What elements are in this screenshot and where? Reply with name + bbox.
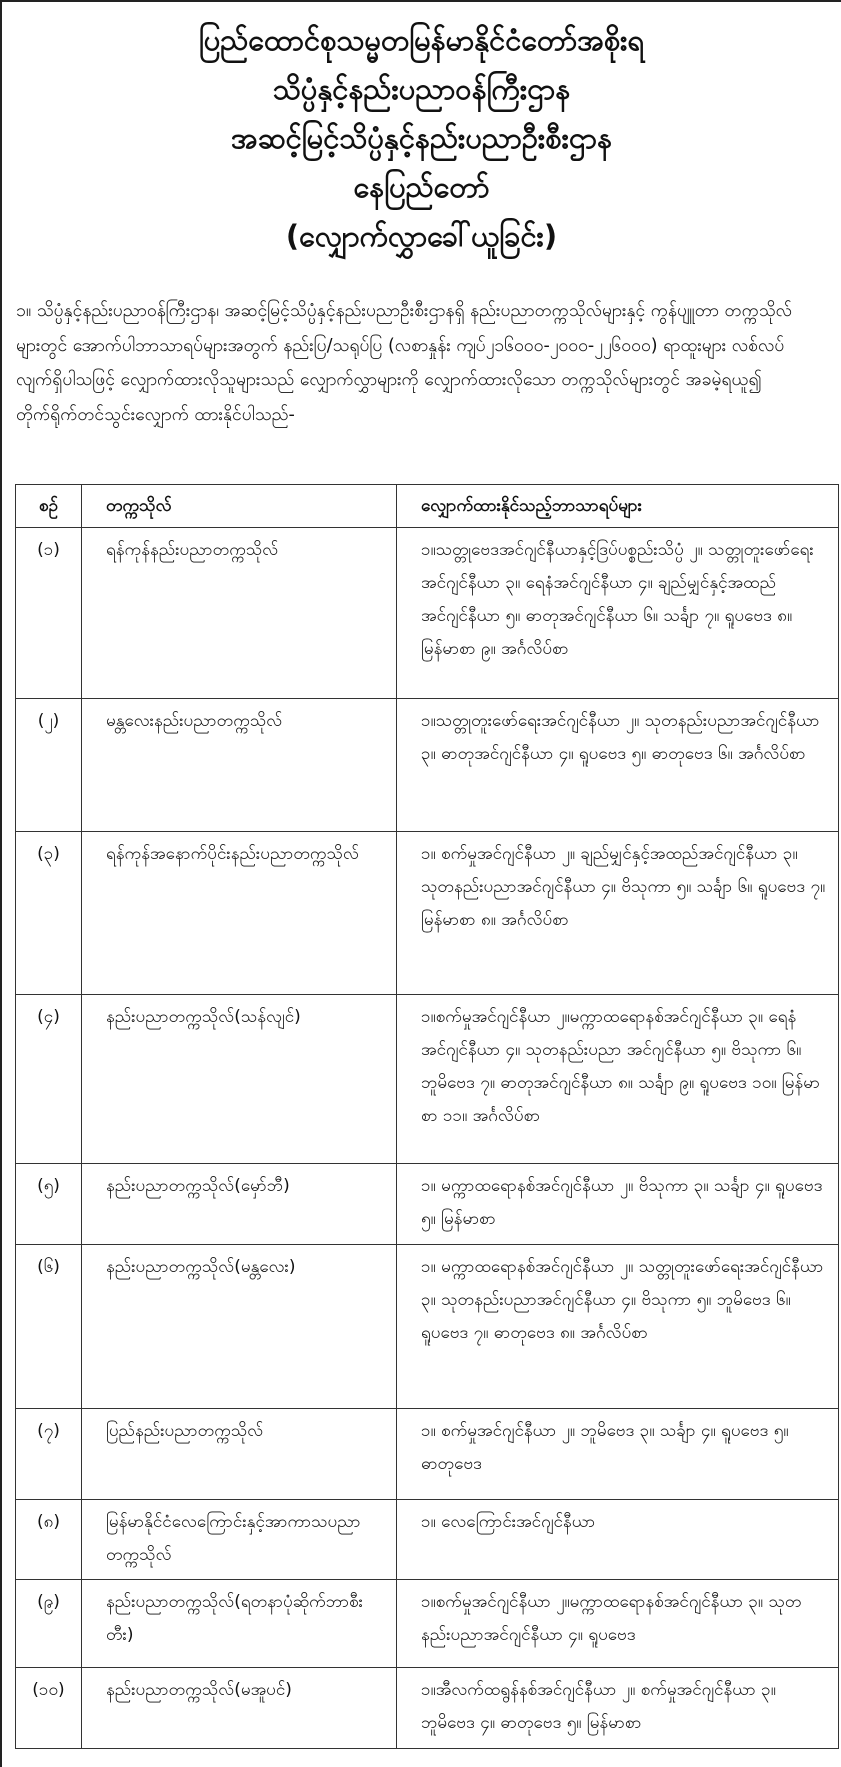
table-row — [16, 1245, 839, 1409]
subject-list: ၁။စက်မှုအင်ဂျင်နီယာ ၂။မက္ကာထရောနစ်အင်ဂျင်နီယာ ၃။ ရေနံအင်ဂျင်နီယာ ၄။ သုတနည်းပညာ အင်ဂျင်နီယာ ၅။ ဗိသုကာ ၆။ ဘူမိဗေဒ ၇။ ဓာတုအင်ဂျင်နီယာ ၈။ သင်္ချာ ၉။ ရူပဗေဒ ၁၀။ မြန်မာစာ ၁၁။ အင်္ဂလိပ်စာ — [397, 995, 839, 1164]
subject-list: ၁။အီလက်ထရွန်နစ်အင်ဂျင်နီယာ ၂။ စက်မှုအင်ဂျင်နီယာ ၃။ဘူမိဗေဒ ၄။ ဓာတုဗေဒ ၅။ မြန်မာစာ — [397, 1668, 839, 1749]
subject-list: ၁။ မက္ကာထရောနစ်အင်ဂျင်နီယာ ၂။ သတ္တုတူးဖော်ရေးအင်ဂျင်နီယာ ၃။ သုတနည်းပညာအင်ဂျင်နီယာ ၄။ ဗိသုကာ ၅။ ဘူမိဗေဒ ၆။ ရူပဗေဒ ၇။ ဓာတုဗေဒ ၈။ အင်္ဂလိပ်စာ — [397, 1245, 839, 1409]
institution-name: ပြည်နည်းပညာတက္ကသိုလ် — [82, 1409, 397, 1500]
table-row — [16, 1164, 839, 1245]
department-title: အဆင့်မြင့်သိပ္ပံနှင့်နည်းပညာဦးစီးဌာန — [231, 121, 612, 155]
row-number: (၁) — [16, 528, 82, 699]
table-row — [16, 1500, 839, 1580]
row-number: (၉) — [16, 1580, 82, 1668]
institution-name: နည်းပညာတက္ကသိုလ်(မန္တလေး) — [82, 1245, 397, 1409]
institution-name: မန္တလေးနည်းပညာတက္ကသိုလ် — [82, 699, 397, 832]
column-header-no: စဉ် — [16, 485, 82, 528]
institution-name: နည်းပညာတက္ကသိုလ်(မအူပင်) — [82, 1668, 397, 1749]
vacancy-table — [15, 484, 839, 1749]
table-row — [16, 832, 839, 995]
table-header-row — [16, 485, 839, 528]
column-header-institution: တက္ကသိုလ် — [82, 485, 397, 528]
subject-list: ၁။ စက်မှုအင်ဂျင်နီယာ ၂။ ချည်မျှင်နှင့်အထည်အင်ဂျင်နီယာ ၃။ သုတနည်းပညာအင်ဂျင်နီယာ ၄။ ဗိသုကာ ၅။ သင်္ချာ ၆။ ရူပဗေဒ ၇။ မြန်မာစာ ၈။ အင်္ဂလိပ်စာ — [397, 832, 839, 995]
table-row — [16, 699, 839, 832]
column-header-subjects: လျှောက်ထားနိုင်သည့်ဘာသာရပ်များ — [397, 485, 839, 528]
notice-header — [2, 2, 841, 261]
subject-list: ၁။ လေကြောင်းအင်ဂျင်နီယာ — [397, 1500, 839, 1580]
institution-name: နည်းပညာတက္ကသိုလ်(ရတနာပုံဆိုက်ဘာစီးတီး) — [82, 1580, 397, 1668]
row-number: (၄) — [16, 995, 82, 1164]
row-number: (၆) — [16, 1245, 82, 1409]
institution-name: နည်းပညာတက္ကသိုလ်(မှော်ဘီ) — [82, 1164, 397, 1245]
table-row — [16, 1580, 839, 1668]
subject-list: ၁။စက်မှုအင်ဂျင်နီယာ ၂။မက္ကာထရောနစ်အင်ဂျင်နီယာ ၃။ သုတနည်းပညာအင်ဂျင်နီယာ ၄။ ရူပဗေဒ — [397, 1580, 839, 1668]
table-row — [16, 1668, 839, 1749]
row-number: (၃) — [16, 832, 82, 995]
table-row — [16, 995, 839, 1164]
location-title: နေပြည်တော် — [353, 170, 490, 204]
subject-list: ၁။သတ္တုတူးဖော်ရေးအင်ဂျင်နီယာ ၂။ သုတနည်းပညာအင်ဂျင်နီယာ ၃။ ဓာတုအင်ဂျင်နီယာ ၄။ ရူပဗေဒ ၅။ ဓာတုဗေဒ ၆။ အင်္ဂလိပ်စာ — [397, 699, 839, 832]
institution-name: မြန်မာနိုင်ငံလေကြောင်းနှင့်အာကာသပညာတက္ကသိုလ် — [82, 1500, 397, 1580]
row-number: (၈) — [16, 1500, 82, 1580]
table-row — [16, 1409, 839, 1500]
row-number: (၂) — [16, 699, 82, 832]
table-row — [16, 528, 839, 699]
subject-list: ၁။သတ္တုဗေဒအင်ဂျင်နီယာနှင့်ဒြပ်ပစ္စည်းသိပ္ပံ ၂။ သတ္တုတူးဖော်ရေးအင်ဂျင်နီယာ ၃။ ရေနံအင်ဂျင်နီယာ ၄။ ချည်မျှင်နှင့်အထည်အင်ဂျင်နီယာ ၅။ ဓာတုအင်ဂျင်နီယာ ၆။ သင်္ချာ ၇။ ရူပဗေဒ ၈။ မြန်မာစာ ၉။ အင်္ဂလိပ်စာ — [397, 528, 839, 699]
subject-list: ၁။ စက်မှုအင်ဂျင်နီယာ ၂။ ဘူမိဗေဒ ၃။ သင်္ချာ ၄။ ရူပဗေဒ ၅။ ဓာတုဗေဒ — [397, 1409, 839, 1500]
government-title: ပြည်ထောင်စုသမ္မတမြန်မာနိုင်ငံတော်အစိုးရ — [198, 23, 645, 57]
notice-subject: (လျှောက်လွှာခေါ်ယူခြင်း) — [285, 219, 558, 253]
institution-name: နည်းပညာတက္ကသိုလ်(သန်လျင်) — [82, 995, 397, 1164]
institution-name: ရန်ကုန်နည်းပညာတက္ကသိုလ် — [82, 528, 397, 699]
row-number: (၇) — [16, 1409, 82, 1500]
ministry-title: သိပ္ပံနှင့်နည်းပညာဝန်ကြီးဌာန — [272, 72, 571, 106]
row-number: (၅) — [16, 1164, 82, 1245]
intro-paragraph — [16, 294, 816, 432]
institution-name: ရန်ကုန်အနောက်ပိုင်းနည်းပညာတက္ကသိုလ် — [82, 832, 397, 995]
subject-list: ၁။ မက္ကာထရောနစ်အင်ဂျင်နီယာ ၂။ ဗိသုကာ ၃။ သင်္ချာ ၄။ ရူပဗေဒ ၅။ မြန်မာစာ — [397, 1164, 839, 1245]
row-number: (၁၀) — [16, 1668, 82, 1749]
intro-text: ၁။ သိပ္ပံနှင့်နည်းပညာဝန်ကြီးဌာန၊ အဆင့်မြင့်သိပ္ပံနှင့်နည်းပညာဦးစီးဌာနရှိ နည်းပညာတက္ကသိုလ်များနှင့် ကွန်ပျူတာ တက္ကသိုလ်များတွင် အောက်ပါဘာသာရပ်များအတွက် နည်းပြ/သရုပ်ပြ (လစာနှုန်း ကျပ်၂၁၆၀၀၀-၂၀၀၀-၂၂၆၀၀၀) ရာထူးများ လစ်လပ်လျက်ရှိပါသဖြင့် လျှောက်ထားလိုသူများသည် လျှောက်လွှာများကို လျှောက်ထားလိုသော တက္ကသိုလ်များတွင် အခမဲ့ရယူ၍ တိုက်ရိုက်တင်သွင်းလျှောက် ထားနိုင်ပါသည်- — [16, 301, 793, 425]
